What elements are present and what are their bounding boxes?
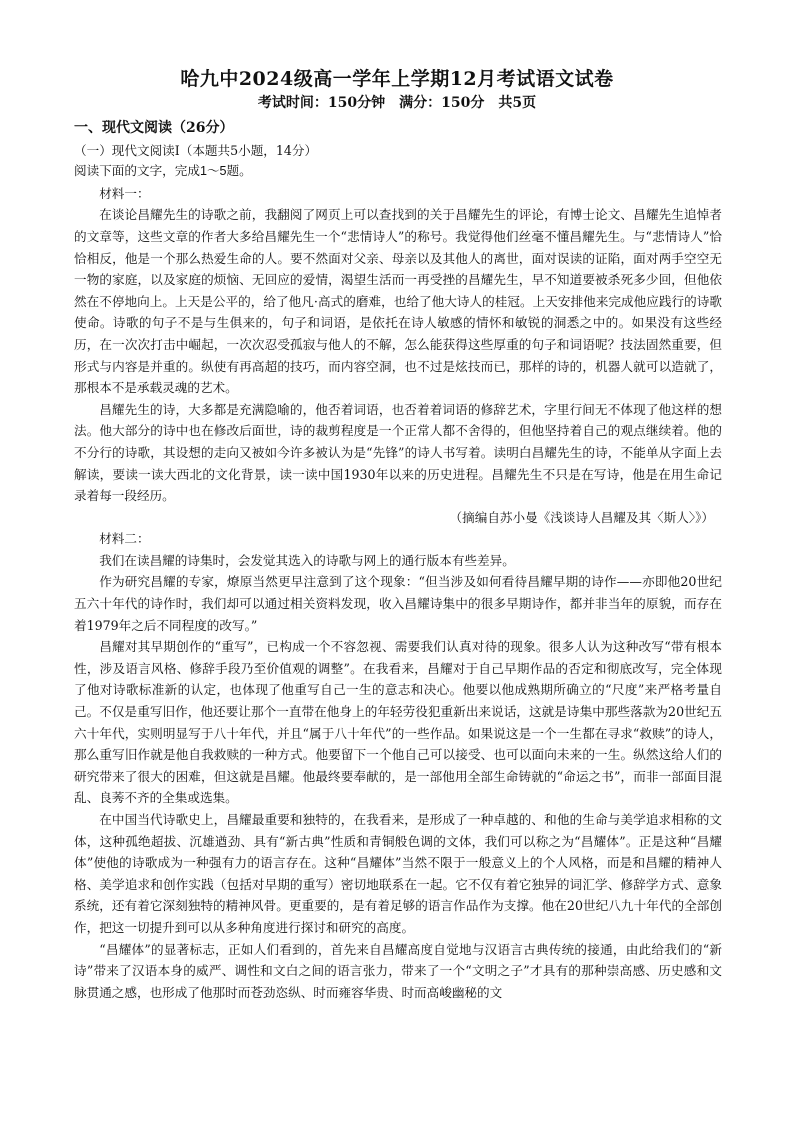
material-one-paragraph: 在谈论昌耀先生的诗歌之前，我翻阅了网页上可以查找到的关于昌耀先生的评论，有博士论文、昌耀先生追悼者的文章等，这些文章的作者大多给昌耀先生一个“悲情诗人”的称号。我觉得他们丝毫不懂昌耀先生。与“悲情诗人”恰恰相反，他是一个那么热爱生命的人。要不然面对父亲、母亲以及其他人的离世，面对误读的证陷，面对两手空空无一物的家庭，以及家庭的烦恼、无回应的爱情，渴望生活而一再受挫的昌耀先生，早不知道要被杀死多少回，但他依然在不停地向上。上天是公平的，给了他凡·高式的磨难，也给了他大诗人的桂冠。上天安排他来完成他应践行的诗歌使命。诗歌的句子不是与生俱来的，句子和词语，是依托在诗人敏感的情怀和敏锐的洞悉之中的。如果没有这些经历，在一次次打击中崛起，一次次忍受孤寂与他人的不解，怎么能获得这些厚重的句子和词语呢？技法固然重要，但形式与内容是并重的。纵使有再高超的技巧，而内容空洞，也不过是炫技而已，那样的诗的，机器人就可以造就了，那根本不是承载灵魂的艺术。 <box>74 207 722 396</box>
material-two-label: 材料二： <box>99 531 150 547</box>
sub-section-heading: （一）现代文阅读Ⅰ（本题共5小题，14分） <box>74 142 318 158</box>
material-two-paragraph: 作为研究昌耀的专家，燎原当然更早注意到了这个现象：“但当涉及如何看待昌耀早期的诗作——亦即他20世纪五六十年代的诗作时，我们却可以通过相关资料发现，收入昌耀诗集中的很多早期诗作，都并非当年的原貌，而存在着1979年之后不同程度的改写。” <box>74 574 722 633</box>
material-one-label: 材料一： <box>99 185 150 201</box>
exam-title: 哈九中2024级高一学年上学期12月考试语文试卷 <box>180 68 614 90</box>
material-two-paragraph: 在中国当代诗歌史上，昌耀最重要和独特的，在我看来，是形成了一种卓越的、和他的生命与美学追求相称的文体，这种孤绝超拔、沉雄遒劲、具有“新古典”性质和青铜般色调的文体，我们可以称之为“昌耀体”。正是这种“昌耀体”使他的诗歌成为一种强有力的语言存在。这种“昌耀体”当然不限于一般意义上的个人风格，而是和昌耀的精神人格、美学追求和创作实践（包括对早期的重写）密切地联系在一起。它不仅有着它独异的词汇学、修辞学方式、意象系统，还有着它深刻独特的精神风骨。更重要的，是有着足够的语言作品作为支撑。他在20世纪八九十年代的全部创作，把这一切提升到可以从多种角度进行探讨和研究的高度。 <box>74 812 722 935</box>
section-heading: 一、现代文阅读（26分） <box>74 120 234 136</box>
material-two-paragraph: “昌耀体”的显著标志，正如人们看到的，首先来自昌耀高度自觉地与汉语言古典传统的接通，由此给我们的“新诗”带来了汉语本身的威严、调性和文白之间的语言张力，带来了一个“文明之子”才具有的那种崇高感、历史感和文脉贯通之感，也形成了他那时而苍劲恣纵、时而雍容华贵、时而高峻幽秘的文 <box>74 941 722 1000</box>
reading-instruction: 阅读下面的文字，完成1～5题。 <box>74 164 252 179</box>
material-one-source: （摘编自苏小曼《浅谈诗人昌耀及其〈斯人〉》） <box>449 509 714 525</box>
material-two-paragraph: 昌耀对其早期创作的“重写”，已构成一个不容忽视、需要我们认真对待的现象。很多人认为这种改写“带有根本性，涉及语言风格、修辞手段乃至价值观的调整”。在我看来，昌耀对于自己早期作品的否定和彻底改写，完全体现了他对诗歌标准新的认定，也体现了他重写自己一生的意志和决心。他要以他成熟期所确立的“尺度”来严格考量自己。不仅是重写旧作，他还要让那个一直带在他身上的年轻劳役犯重新出来说话，这就是诗集中那些落款为20世纪五六十年代，实则明显写于八十年代，并且“属于八十年代”的一些作品。如果说这是一个一生都在寻求“救赎”的诗人，那么重写旧作就是他自我救赎的一种方式。他要留下一个他自己可以接受、也可以面向未来的一生。纵然这给人们的研究带来了很大的困难，但这就是昌耀。他最终要奉献的，是一部他用全部生命铸就的“命运之书”，而非一部面目混乱、良莠不齐的全集或选集。 <box>74 639 722 806</box>
exam-info: 考试时间：150分钟 满分：150分 共5页 <box>257 95 537 111</box>
material-two-paragraph: 我们在读昌耀的诗集时，会发觉其选入的诗歌与网上的通行版本有些差异。 <box>99 552 515 568</box>
material-one-paragraph: 昌耀先生的诗，大多都是充满隐喻的，他否着词语，也否着着词语的修辞艺术，字里行间无不体现了他这样的想法。他大部分的诗中也在修改后面世，诗的裁剪程度是一个正常人都不舍得的，但他坚持着自己的观点继续着。他的不分行的诗歌，其设想的走向又被如今许多被认为是“先锋”的诗人书写着。读明白昌耀先生的诗，不能单从字面上去解读，要读一读大西北的文化背景，读一读中国1930年以来的历史进程。昌耀先生不只是在写诗，他是在用生命记录着每一段经历。 <box>74 401 722 504</box>
exam-content <box>74 118 722 1003</box>
